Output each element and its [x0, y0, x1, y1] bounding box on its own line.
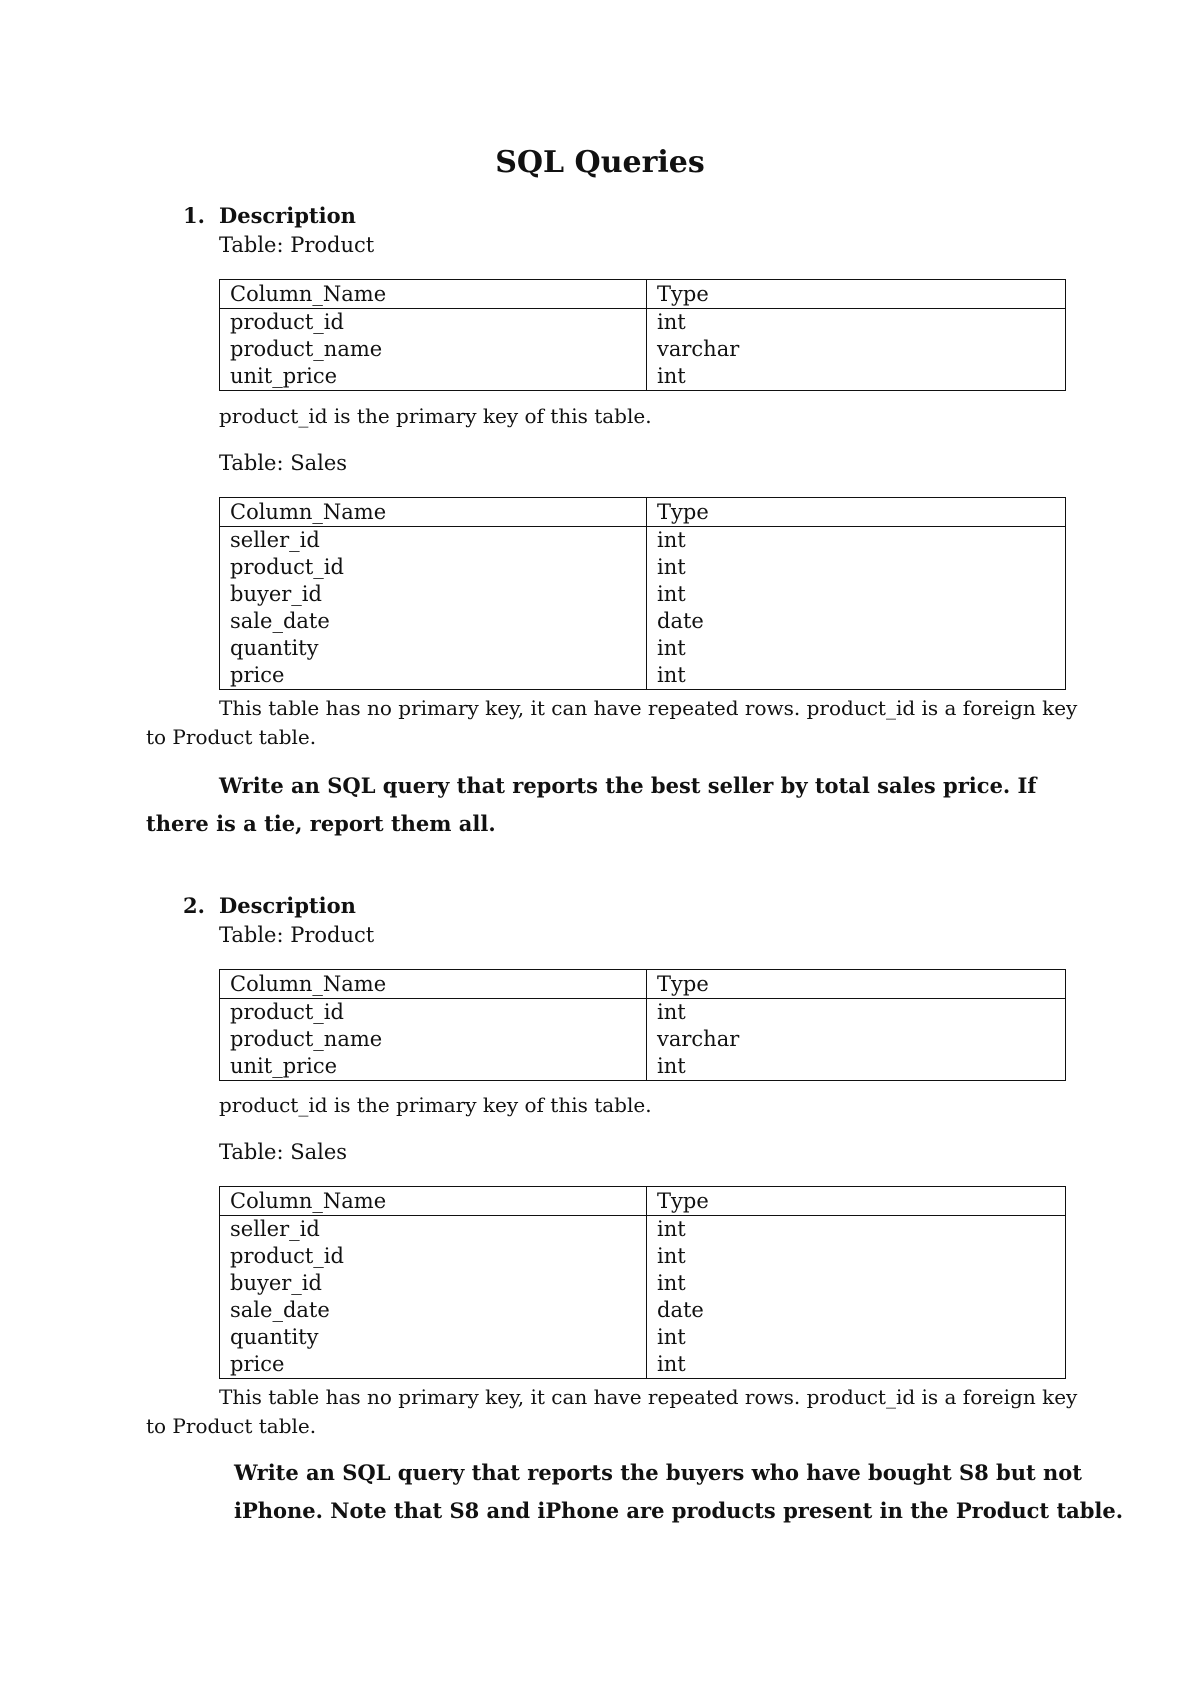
- column-name-cell: product_id: [220, 554, 647, 581]
- column-name-cell: buyer_id: [220, 581, 647, 608]
- header-cell: Type: [647, 498, 1066, 527]
- table-header-row: [220, 1187, 1066, 1216]
- table-row: [220, 1026, 1066, 1053]
- column-type-cell: int: [657, 663, 686, 687]
- product-schema-table: [219, 969, 1066, 1081]
- header-cell: Column_Name: [220, 1187, 647, 1216]
- column-type-cell: int: [657, 528, 686, 552]
- column-name-cell: sale_date: [220, 608, 647, 635]
- table-row: [220, 554, 1066, 581]
- column-name-cell: unit_price: [220, 1053, 647, 1081]
- column-name-cell: buyer_id: [220, 1270, 647, 1297]
- column-name-cell: price: [220, 662, 647, 690]
- column-type-cell: varchar: [657, 1027, 740, 1051]
- question-number: 2.: [183, 893, 205, 918]
- table-row: [220, 336, 1066, 363]
- question-heading: Description: [219, 203, 356, 228]
- column-name-cell: seller_id: [220, 527, 647, 555]
- header-cell: Type: [647, 970, 1066, 999]
- column-name-cell: price: [220, 1351, 647, 1379]
- table-row: [220, 581, 1066, 608]
- header-cell: Column_Name: [220, 970, 647, 999]
- column-type-cell: int: [657, 636, 686, 660]
- column-type-cell: int: [657, 1352, 686, 1376]
- column-type-cell: int: [657, 1054, 686, 1078]
- product-schema-table: [219, 279, 1066, 391]
- table-header-row: [220, 970, 1066, 999]
- table-note-sales: This table has no primary key, it can have repeated rows. product_id is a foreign key to Product table.: [146, 1385, 1078, 1438]
- column-type-cell: date: [657, 609, 704, 633]
- column-name-cell: sale_date: [220, 1297, 647, 1324]
- column-name-cell: seller_id: [220, 1216, 647, 1244]
- task-statement: Write an SQL query that reports the best seller by total sales price. If there is a tie, report them all.: [146, 773, 1037, 836]
- column-name-cell: product_name: [220, 1026, 647, 1053]
- question-heading: Description: [219, 893, 356, 918]
- column-name-cell: product_id: [220, 309, 647, 337]
- table-note-sales: This table has no primary key, it can have repeated rows. product_id is a foreign key to Product table.: [146, 696, 1078, 749]
- column-type-cell: int: [657, 310, 686, 334]
- table-row: [220, 363, 1066, 391]
- column-name-cell: product_id: [220, 999, 647, 1027]
- table-row: [220, 1216, 1066, 1244]
- table-row: [220, 1270, 1066, 1297]
- column-name-cell: quantity: [220, 1324, 647, 1351]
- table-row: [220, 1297, 1066, 1324]
- table-row: [220, 1324, 1066, 1351]
- table-row: [220, 635, 1066, 662]
- column-name-cell: product_name: [220, 336, 647, 363]
- table-row: [220, 1053, 1066, 1081]
- table-row: [220, 999, 1066, 1027]
- sales-schema-table: [219, 1186, 1066, 1379]
- question-number: 1.: [183, 203, 205, 228]
- header-cell: Column_Name: [220, 280, 647, 309]
- column-type-cell: varchar: [657, 337, 740, 361]
- column-type-cell: date: [657, 1298, 704, 1322]
- table-note-product: product_id is the primary key of this table.: [219, 1093, 652, 1117]
- table-row: [220, 608, 1066, 635]
- column-type-cell: int: [657, 1244, 686, 1268]
- table-row: [220, 309, 1066, 337]
- table-row: [220, 1243, 1066, 1270]
- header-cell: Column_Name: [220, 498, 647, 527]
- header-cell: Type: [647, 1187, 1066, 1216]
- column-name-cell: unit_price: [220, 363, 647, 391]
- column-name-cell: product_id: [220, 1243, 647, 1270]
- sales-schema-table: [219, 497, 1066, 690]
- column-type-cell: int: [657, 555, 686, 579]
- column-type-cell: int: [657, 1217, 686, 1241]
- column-name-cell: quantity: [220, 635, 647, 662]
- table-label-product: Table: Product: [219, 233, 375, 257]
- header-cell: Type: [647, 280, 1066, 309]
- table-label-sales: Table: Sales: [219, 451, 348, 475]
- task-statement: Write an SQL query that reports the buyers who have bought S8 but not iPhone. Note that S8 and iPhone are products present in the Product table.: [234, 1460, 1124, 1523]
- column-type-cell: int: [657, 1325, 686, 1349]
- column-type-cell: int: [657, 1271, 686, 1295]
- column-type-cell: int: [657, 364, 686, 388]
- table-note-product: product_id is the primary key of this table.: [219, 404, 652, 428]
- table-row: [220, 662, 1066, 690]
- table-row: [220, 1351, 1066, 1379]
- table-header-row: [220, 280, 1066, 309]
- table-header-row: [220, 498, 1066, 527]
- table-label-product: Table: Product: [219, 923, 375, 947]
- column-type-cell: int: [657, 1000, 686, 1024]
- column-type-cell: int: [657, 582, 686, 606]
- table-row: [220, 527, 1066, 555]
- document-title: SQL Queries: [495, 145, 705, 180]
- table-label-sales: Table: Sales: [219, 1140, 348, 1164]
